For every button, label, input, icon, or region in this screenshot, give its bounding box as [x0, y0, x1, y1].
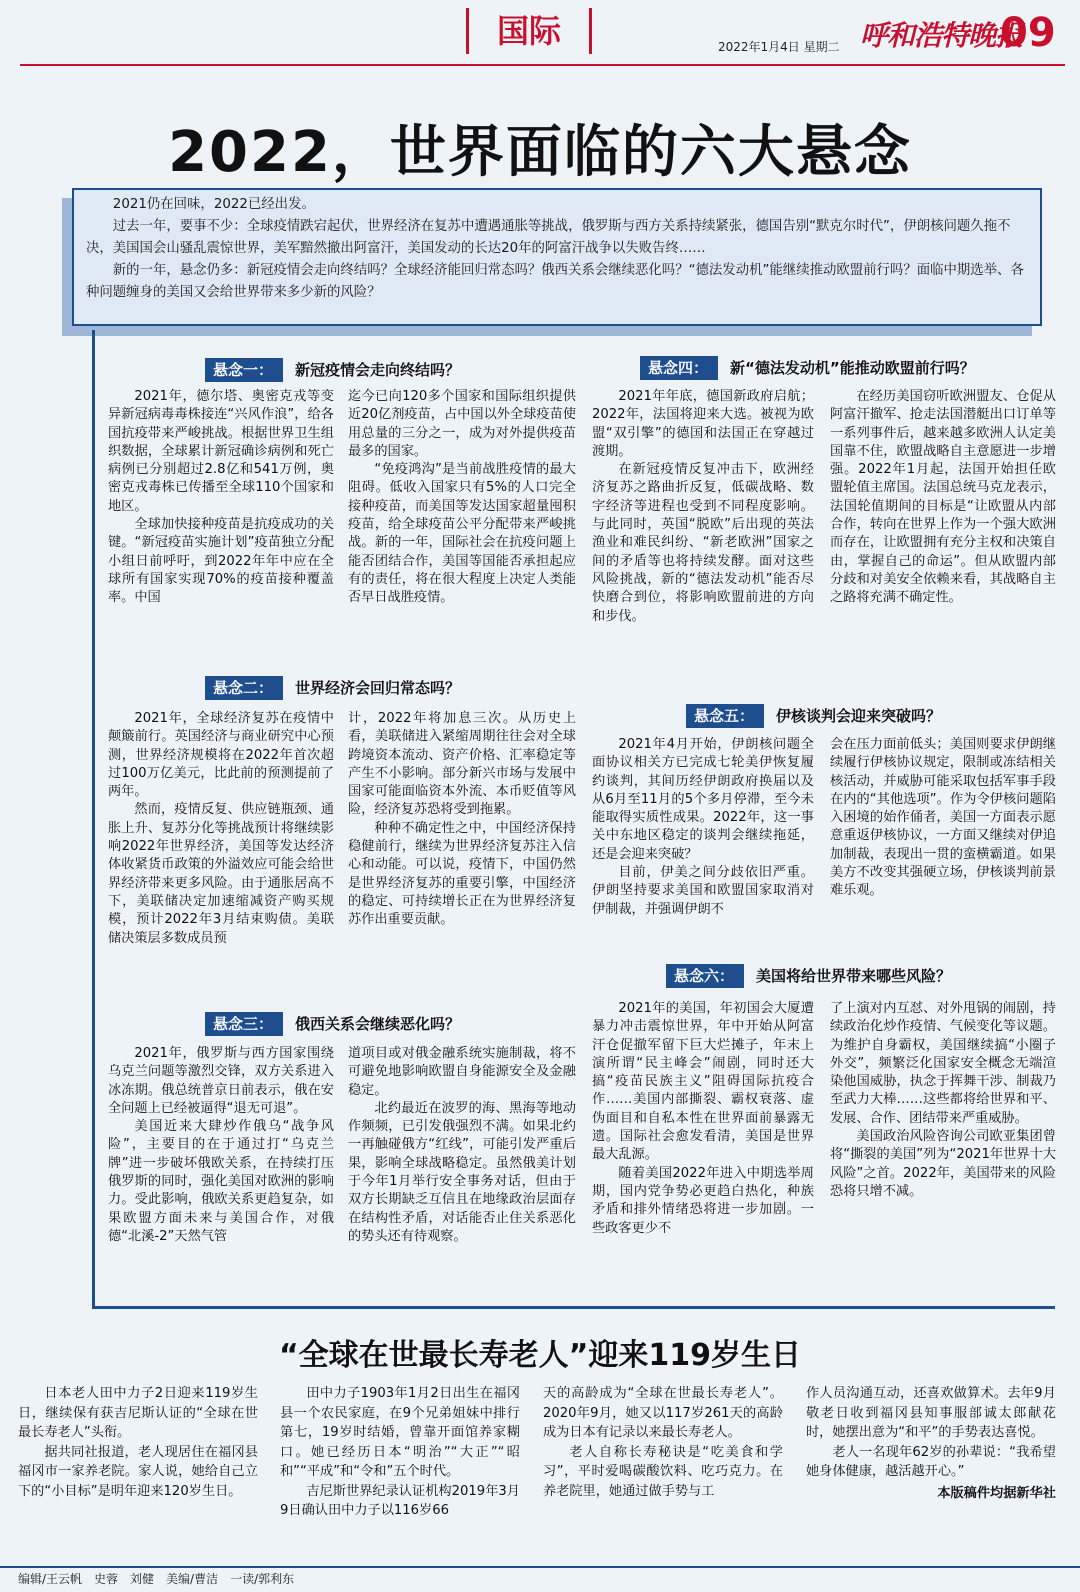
paragraph: 美国政治风险咨询公司欧亚集团曾将“撕裂的美国”列为“2021年世界十大风险”之首。2022年，美国带来的风险恐将只增不减。 — [830, 1129, 1056, 1199]
paragraph: 然而，疫情反复、供应链瓶颈、通胀上升、复苏分化等挑战预计将继续影响2022年世界经济，美国等发达经济体收紧货币政策的外溢效应可能会给世界经济带来更多风险。由于通胀居高不下，美联储决定加速缩减资产购买规模，预计2022年3月结束购债。美联储决策层多数成员预 — [108, 802, 334, 946]
section-2-heading — [205, 676, 460, 700]
bottom-col-2 — [280, 1384, 520, 1521]
paragraph: 天的高龄成为“全球在世最长寿老人”。2020年9月，她又以117岁261天的高龄成为日本有记录以来最长寿老人。 — [543, 1386, 783, 1440]
intro-paragraph: 过去一年，要事不少：全球疫情跌宕起伏，世界经济在复苏中遭遇通胀等挑战，俄罗斯与西方关系持续紧张，德国告别“默克尔时代”，伊朗核问题久拖不决，美国国会山骚乱震惊世界，美军黯然撤出阿富汗，美国发动的长达20年的阿富汗战争以失败告终…… — [86, 219, 1011, 256]
page-number: 09 — [1000, 10, 1056, 56]
bottom-headline: “全球在世最长寿老人”迎来119岁生日 — [278, 1338, 802, 1373]
editor-credits: 编辑/王云帆 史蓉 刘健 美编/曹洁 一读/郭利东 — [18, 1572, 295, 1586]
section-5-col-2 — [830, 736, 1056, 901]
bottom-col-1 — [18, 1384, 258, 1501]
paragraph: 在新冠疫情反复冲击下，欧洲经济复苏之路曲折反复，低碳战略、数字经济等进程也受到不同程度影响。与此同时，英国“脱欧”后出现的英法渔业和难民纠纷、“新老欧洲”国家之间的矛盾等也将持续发酵。面对这些风险挑战，新的“德法发动机”能否尽快磨合到位，将影响欧盟前进的方向和步伐。 — [592, 462, 814, 624]
paragraph: 据共同社报道，老人现居住在福冈县福冈市一家养老院。家人说，她给自己立下的“小目标”是明年迎来120岁生日。 — [18, 1444, 258, 1499]
paragraph: 2021年，俄罗斯与西方国家围绕乌克兰问题等激烈交锋，双方关系进入冰冻期。俄总统普京日前表示，俄在安全问题上已经被逼得“退无可退”。 — [108, 1046, 334, 1116]
section-4-col-1 — [592, 388, 814, 626]
paragraph: 随着美国2022年进入中期选举周期，国内党争势必更趋白热化，种族矛盾和排外情绪恐将进一步加剧。一些政客更少不 — [592, 1165, 814, 1236]
paragraph: 种种不确定性之中，中国经济保持稳健前行，继续为世界经济复苏注入信心和动能。可以说，疫情下，中国仍然是世界经济复苏的重要引擎，中国经济的稳定、可持续增长正在为世界经济复苏作出重要贡献。 — [348, 820, 576, 928]
paragraph: 会在压力面前低头；美国则要求伊朗继续履行伊核协议规定，限制或冻结相关核活动，并威胁可能采取包括军事手段在内的“其他选项”。作为令伊核问题陷入困境的始作俑者，美国一方面表示愿意重返伊核协议，一方面又继续对伊追加制裁，表现出一贯的蛮横霸道。如果美方不改变其强硬立场，伊核谈判前景难乐观。 — [830, 737, 1056, 899]
intro-box — [72, 188, 1042, 326]
paragraph: 2021年，全球经济复苏在疫情中颠簸前行。英国经济与商业研究中心预测，世界经济规模将在2022年首次超过100万亿美元，比此前的预测提前了两年。 — [108, 711, 334, 800]
intro-paragraph: 新的一年，悬念仍多：新冠疫情会走向终结吗？全球经济能回归常态吗？俄西关系会继续恶化吗？“德法发动机”能继续推动欧盟前行吗？面临中期选举、各种问题缠身的美国又会给世界带来多少新的风险？ — [86, 263, 1024, 300]
section-3-col-2 — [348, 1045, 576, 1246]
frame-bottom-border — [92, 1306, 1055, 1309]
issue-date: 2022年1月4日 星期二 — [718, 40, 840, 54]
header-divider — [20, 64, 1065, 66]
paragraph: 迄今已向120多个国家和国际组织提供近20亿剂疫苗，占中国以外全球疫苗使用总量的三分之一，成为对外提供疫苗最多的国家。 — [348, 389, 576, 459]
section-3-heading — [205, 1012, 460, 1036]
source-credit: 本版稿件均据新华社 — [937, 1485, 1056, 1501]
paragraph: 田中力子1903年1月2日出生在福冈县一个农民家庭，在9个兄弟姐妹中排行第七，19岁时结婚，曾靠开面馆养家糊口。她已经历日本“明治”“大正”“昭和”“平成”和“令和”五个时代。 — [280, 1386, 520, 1479]
section-1-title: 新冠疫情会走向终结吗？ — [295, 361, 461, 379]
section-2-col-1 — [108, 710, 334, 948]
intro-paragraph: 2021仍在回味，2022已经出发。 — [112, 197, 315, 212]
section-6-heading — [666, 964, 951, 988]
section-6-title: 美国将给世界带来哪些风险？ — [756, 967, 952, 985]
paragraph: 北约最近在波罗的海、黑海等地动作频频，已引发俄强烈不满。如果北约一再触碰俄方“红线”，可能引发严重后果，影响全球战略稳定。虽然俄美计划于今年1月举行安全事务对话，但由于双方长期缺乏互信且在地缘政治层面存在结构性矛盾，对话能否止住关系恶化的势头还有待观察。 — [348, 1100, 576, 1244]
page-header — [0, 0, 1080, 80]
section-6-col-2 — [830, 1000, 1056, 1201]
paragraph: 美国近来大肆炒作俄乌“战争风险”，主要目的在于通过打“乌克兰牌”进一步破坏俄欧关系，在持续打压俄罗斯的同时，强化美国对欧洲的影响力。受此影响，俄欧关系更趋复杂，如果欧盟方面未来与美国合作，对俄德“北溪-2”天然气管 — [108, 1119, 334, 1244]
section-4-heading — [640, 356, 975, 380]
section-1-heading — [205, 358, 460, 382]
section-1-col-2 — [348, 388, 576, 608]
section-3-col-1 — [108, 1045, 334, 1246]
paragraph: 日本老人田中力子2日迎来119岁生日，继续保有获吉尼斯认证的“全球在世最长寿老人”头衔。 — [18, 1386, 258, 1440]
section-4-tag: 悬念四： — [640, 356, 718, 380]
paragraph: 全球加快接种疫苗是抗疫成功的关键。“新冠疫苗实施计划”疫苗独立分配小组日前呼吁，到2022年年中应在全球所有国家实现70%的疫苗接种覆盖率。中国 — [108, 517, 334, 606]
section-6-col-1 — [592, 1000, 814, 1238]
footer-divider — [0, 1566, 1080, 1568]
section-2-tag: 悬念二： — [205, 676, 283, 700]
section-5-title: 伊核谈判会迎来突破吗？ — [776, 707, 942, 725]
paragraph: 2021年4月开始，伊朗核问题全面协议相关方已完成七轮美伊恢复履约谈判，其间历经伊朗政府换届以及从6月至11月的5个多月停滞，至今未能取得实质性成果。2022年，这一事关中东地区稳定的谈判会继续拖延，还是会迎来突破？ — [592, 737, 814, 862]
paragraph: 吉尼斯世界纪录认证机构2019年3月9日确认田中力子以116岁66 — [280, 1483, 520, 1518]
masthead-logo: 呼和浩特晚报 — [860, 19, 1023, 52]
section-label: 国际 — [466, 8, 592, 54]
paragraph: 老人自称长寿秘诀是“吃美食和学习”，平时爱喝碳酸饮料、吃巧克力。在养老院里，她通过做手势与工 — [543, 1444, 783, 1499]
main-headline: 2022，世界面临的六大悬念 — [168, 120, 912, 185]
paragraph: 作人员沟通互动，还喜欢做算术。去年9月敬老日收到福冈县知事服部诚太郎献花时，她摆出意为“和平”的手势表达喜悦。 — [806, 1386, 1056, 1440]
section-5-heading — [686, 704, 941, 728]
bottom-col-3 — [543, 1384, 783, 1501]
section-3-title: 俄西关系会继续恶化吗？ — [295, 1015, 461, 1033]
paragraph: 2021年，德尔塔、奥密克戎等变异新冠病毒毒株接连“兴风作浪”，给各国抗疫带来严峻挑战。根据世界卫生组织数据，全球累计新冠确诊病例和死亡病例已分别超过2.8亿和541万例，奥密克戎毒株已传播至全球110个国家和地区。 — [108, 389, 334, 514]
section-5-col-1 — [592, 736, 814, 919]
paragraph: 道项目或对俄金融系统实施制裁，将不可避免地影响欧盟自身能源安全及金融稳定。 — [348, 1046, 576, 1098]
section-1-col-1 — [108, 388, 334, 608]
section-6-tag: 悬念六： — [666, 964, 744, 988]
section-2-title: 世界经济会回归常态吗？ — [295, 679, 461, 697]
section-1-tag: 悬念一： — [205, 358, 283, 382]
section-2-col-2 — [348, 710, 576, 930]
paragraph: 2021年的美国，年初国会大厦遭暴力冲击震惊世界，年中开始从阿富汗仓促撤军留下巨大烂摊子，年末上演所谓“民主峰会”闹剧，同时还大搞“疫苗民族主义”阻碍国际抗疫合作……美国内部撕裂、霸权衰落、虚伪面目和自私本性在世界面前暴露无遗。国际社会愈发看清，美国是世界最大乱源。 — [592, 1001, 814, 1163]
paragraph: 老人一名现年62岁的孙辈说：“我希望她身体健康，越活越开心。” — [806, 1444, 1056, 1479]
frame-left-border — [92, 330, 95, 1306]
paragraph: 目前，伊美之间分歧依旧严重。伊朗坚持要求美国和欧盟国家取消对伊制裁，并强调伊朗不 — [592, 865, 814, 917]
section-4-col-2 — [830, 388, 1056, 608]
paragraph: 了上演对内互怼、对外甩锅的闹剧，持续政治化炒作疫情、气候变化等议题。为维护自身霸权，美国继续搞“小圈子外交”，频繁泛化国家安全概念无端渲染他国威胁，执念于挥舞干涉、制裁乃至武力大棒……这些都将给世界和平、发展、合作、团结带来严重威胁。 — [830, 1001, 1056, 1126]
paragraph: 计，2022年将加息三次。从历史上看，美联储进入紧缩周期往往会对全球跨境资本流动、资产价格、汇率稳定等产生不小影响。部分新兴市场与发展中国家可能面临资本外流、本币贬值等风险，经济复苏恐将受到拖累。 — [348, 711, 576, 818]
section-5-tag: 悬念五： — [686, 704, 764, 728]
bottom-col-4 — [806, 1384, 1056, 1503]
section-3-tag: 悬念三： — [205, 1012, 283, 1036]
section-4-title: 新“德法发动机”能推动欧盟前行吗？ — [730, 359, 975, 377]
paragraph: “免疫鸿沟”是当前战胜疫情的最大阻碍。低收入国家只有5%的人口完全接种疫苗，而美国等发达国家超量囤积疫苗，给全球疫苗公平分配带来严峻挑战。新的一年，国际社会在抗疫问题上能否团结合作，美国等国能否承担起应有的责任，将在很大程度上决定人类能否早日战胜疫情。 — [348, 462, 576, 606]
paragraph: 2021年年底，德国新政府启航；2022年，法国将迎来大选。被视为欧盟“双引擎”的德国和法国正在穿越过渡期。 — [592, 389, 814, 459]
paragraph: 在经历美国窃听欧洲盟友、仓促从阿富汗撤军、抢走法国潜艇出口订单等一系列事件后，越来越多欧洲人认定美国靠不住，欧盟战略自主意愿进一步增强。2022年1月起，法国开始担任欧盟轮值主席国。法国总统马克龙表示，法国轮值期间的目标是“让欧盟从内部合作，转向在世界上作为一个强大欧洲而存在，让欧盟拥有充分主权和决策自由，掌握自己的命运”。但从欧盟内部分歧和对美安全依赖来看，其战略自主之路将充满不确定性。 — [830, 389, 1056, 606]
